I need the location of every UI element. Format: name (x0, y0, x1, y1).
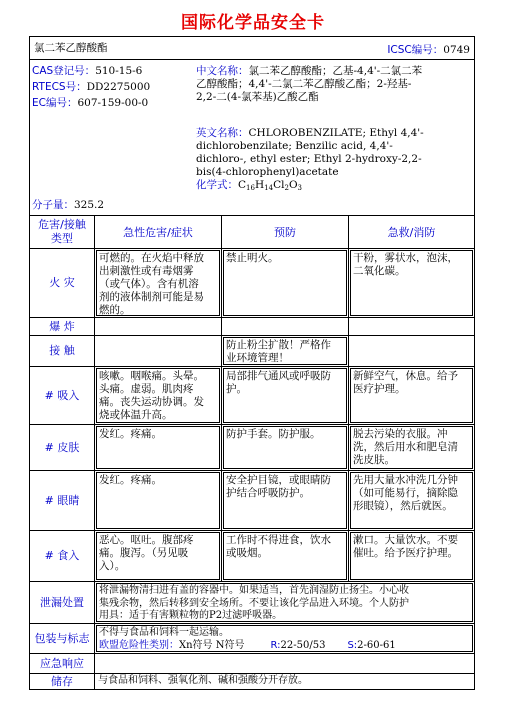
eyes-row (30, 471, 474, 531)
s-label: S: (347, 639, 358, 651)
eu-classification (99, 640, 470, 653)
eyes-prevention-line1: 安全护目镜，或眼睛防 (226, 474, 331, 486)
fire-symptom-cell (94, 249, 221, 317)
inhalation-symptom-cell (94, 367, 221, 424)
fire-prevention-line1: 禁止明火。 (226, 252, 279, 264)
cas-value: 510-15-6 (95, 65, 143, 77)
skin-symptom-cell (94, 425, 221, 470)
inhalation-firstaid-cell (348, 367, 474, 424)
eyes-firstaid-line2: （如可能易行，摘除隐 (353, 487, 458, 499)
fire-prevention (223, 250, 347, 316)
explosion-firstaid-cell (348, 318, 474, 335)
skin-prevention-line1: 防护手套。防护服。 (226, 428, 321, 440)
fire-firstaid-line2: 二氧化碳。 (353, 265, 406, 277)
inhalation-prevention-cell (221, 367, 348, 424)
fire-firstaid-cell (348, 249, 474, 317)
spill-line1: 将泄漏物清扫进有盖的容器中。如果适当，首先润湿防止扬尘。小心收 (99, 585, 409, 596)
skin-firstaid-line2: 洗，然后用水和肥皂清 (353, 441, 458, 453)
skin-row (30, 425, 474, 471)
cn-name-label: 中文名称： (196, 65, 249, 77)
en-name-line3: dichloro-, ethyl ester; Ethyl 2-hydroxy-2,2- (196, 153, 422, 165)
ingestion-prevention-line2: 或吸烟。 (226, 547, 268, 559)
contact-prevention-line2: 业环境管理！ (226, 352, 289, 364)
contact-firstaid-cell (348, 336, 474, 366)
inhalation-symptom (96, 368, 220, 423)
cn-names (196, 65, 422, 104)
skin-firstaid-line3: 洗皮肤。 (353, 454, 395, 466)
eyes-prevention-line2: 护结合呼吸防护。 (226, 487, 310, 499)
formula-h-count: 14 (264, 184, 274, 192)
ingestion-symptom-line1: 恶心。呕吐。腹部疼 (99, 534, 194, 546)
spill-label: 泄漏处置 (40, 595, 84, 609)
rtecs-line (32, 81, 150, 94)
ec-line (32, 97, 148, 110)
inhalation-firstaid (350, 368, 473, 423)
ingestion-symptom-line2: 痛。腹泻。（另见吸 (99, 547, 189, 559)
ingestion-symptom-cell (94, 531, 221, 581)
eyes-prevention (223, 472, 347, 529)
formula-o: O (288, 179, 298, 191)
eyes-prevention-cell (221, 471, 348, 530)
rtecs-label: RTECS号： (32, 81, 87, 93)
en-name-label: 英文名称： (196, 127, 249, 139)
explosion-type: 爆 炸 (49, 319, 75, 333)
contact-prevention (223, 337, 347, 365)
cas-label: CAS登记号： (32, 65, 96, 77)
eyes-firstaid (350, 472, 473, 529)
ingestion-firstaid-cell (348, 531, 474, 581)
skin-symptom-line1: 发红。疼痛。 (99, 428, 162, 440)
header-prevention: 预防 (221, 216, 348, 248)
fire-symptom-line5: 燃的。 (99, 304, 131, 316)
en-name-line2: dichlorobenzilate; Benzilic acid, 4,4'- (196, 140, 393, 152)
packaging-row (30, 624, 474, 654)
storage-row (30, 674, 474, 689)
skin-symptom (96, 426, 220, 469)
formula-h: H (254, 179, 265, 191)
names-cell (194, 60, 474, 215)
fire-firstaid-line1: 干粉，雾状水，泡沫， (353, 252, 458, 264)
ec-value: 607-159-00-0 (77, 97, 149, 109)
ingestion-symptom (96, 532, 220, 580)
eyes-firstaid-line3: 形眼镜），然后就医。 (353, 500, 453, 512)
icsc-number (387, 42, 470, 57)
skin-prevention (223, 426, 347, 469)
icsc-value: 0749 (443, 44, 470, 56)
inhalation-row (30, 367, 474, 425)
inhalation-symptom-line3: 痛。丧失运动协调。发 (99, 396, 204, 408)
packaging-line1: 不得与食品和饲料一起运输。 (99, 627, 229, 638)
formula-label: 化学式： (196, 179, 238, 191)
chemical-name: 氯二苯乙醇酸酯 (34, 42, 108, 54)
spill-line3: 用具：适于有害颗粒物的P2过滤呼吸器。 (99, 610, 283, 621)
en-name-line1: CHLOROBENZILATE; Ethyl 4,4'- (248, 127, 424, 139)
ingestion-symptom-line3: 入）。 (99, 560, 126, 572)
contact-row (30, 336, 474, 367)
explosion-prevention-cell (221, 318, 348, 335)
fire-symptom-line4: 剂的液体制剂可能是易 (99, 291, 204, 303)
spill-line2: 集残余物，然后转移到安全场所。不要让该化学品进入环境。个人防护 (99, 597, 409, 609)
en-names (196, 127, 424, 195)
packaging-label: 包装与标志 (34, 631, 90, 645)
fire-symptom (96, 250, 220, 316)
inhalation-prevention-line1: 局部排气通风或呼吸防 (226, 370, 331, 382)
inhalation-type: # 吸入 (44, 388, 80, 402)
fire-firstaid (350, 250, 473, 316)
spill-text-cell (94, 582, 474, 623)
eyes-firstaid-line1: 先用大量水冲洗几分钟 (353, 474, 458, 486)
fire-symptom-line1: 可燃的。在火焰中释放 (99, 252, 204, 264)
icsc-label: ICSC编号： (387, 44, 444, 56)
r-value: 22-50/53 (280, 639, 326, 651)
eu-label: 欧盟危险性类别： (99, 639, 179, 651)
table-header-row (30, 216, 474, 249)
cn-name-line1: 氯二苯乙醇酸酯；乙基-4,4'-二氯二苯 (248, 65, 423, 77)
eyes-symptom-line1: 发红。疼痛。 (99, 474, 162, 486)
explosion-row (30, 318, 474, 336)
formula-c: C (238, 179, 247, 191)
packaging-text-cell (94, 624, 474, 653)
contact-prevention-line1: 防止粉尘扩散！严格作 (226, 339, 331, 351)
name-row (30, 37, 474, 60)
formula-cl: Cl (273, 179, 285, 191)
fire-type: 火 灾 (49, 276, 75, 289)
cas-line (32, 65, 142, 78)
eyes-type: # 眼睛 (44, 493, 80, 507)
ingestion-firstaid-line2: 催吐。给予医疗护理。 (353, 547, 458, 559)
fire-symptom-line2: 出刺激性或有毒烟雾 (99, 265, 194, 277)
header-symptoms: 急性危害/症状 (94, 216, 221, 248)
inhalation-firstaid-line1: 新鲜空气，休息。给予 (353, 370, 458, 382)
card-title: 国际化学品安全卡 (181, 13, 325, 33)
inhalation-symptom-line1: 咳嗽。咽喉痛。头晕。 (99, 370, 204, 382)
mw-line (32, 199, 104, 212)
formula-cl-count: 2 (284, 184, 289, 192)
inhalation-prevention-line2: 护。 (226, 383, 247, 395)
contact-type: 接 触 (49, 344, 75, 357)
ingestion-type: # 食入 (44, 549, 80, 562)
packaging-text (96, 625, 473, 652)
fire-symptom-line3: （或气体）。含有机溶 (99, 278, 199, 290)
en-name-line4: bis(4-chlorophenyl)acetate (196, 166, 339, 178)
inhalation-firstaid-line2: 医疗护理。 (353, 383, 406, 395)
eu-value: Xn符号 N符号 (179, 639, 245, 651)
ingestion-prevention (223, 532, 347, 580)
storage-label: 储存 (51, 674, 73, 688)
ingestion-prevention-line1: 工作时不得进食，饮水 (226, 534, 331, 546)
skin-firstaid-line1: 脱去污染的衣服。冲 (353, 428, 448, 440)
fire-prevention-cell (221, 249, 348, 317)
cn-name-line2: 乙醇酸酯；4,4'-二氯二苯乙醇酸乙酯；2-羟基- (196, 78, 412, 90)
identifiers-cell (30, 60, 194, 215)
header-firstaid: 急救/消防 (348, 216, 474, 248)
emergency-label: 应急响应 (40, 656, 84, 670)
skin-prevention-cell (221, 425, 348, 470)
eyes-symptom (96, 472, 220, 529)
ingestion-firstaid (350, 532, 473, 580)
header-type-line1: 危害/接触 (38, 218, 86, 231)
formula-o-count: 3 (297, 184, 303, 192)
r-label: R: (270, 639, 281, 651)
explosion-symptom-cell (94, 318, 221, 335)
storage-text: 与食品和饲料、强氧化剂、碱和强酸分开存放。 (94, 674, 474, 689)
mw-value: 325.2 (74, 199, 105, 211)
formula-line (196, 179, 424, 195)
s-value: 2-60-61 (357, 639, 396, 651)
inhalation-symptom-line4: 烧或体温升高。 (99, 409, 173, 421)
skin-type: # 皮肤 (44, 440, 80, 454)
spill-text (96, 583, 473, 622)
safety-card (29, 36, 475, 690)
skin-firstaid-cell (348, 425, 474, 470)
ingestion-firstaid-line1: 漱口。大量饮水。不要 (353, 534, 458, 546)
fire-row (30, 249, 474, 318)
skin-firstaid (350, 426, 473, 469)
spill-row (30, 582, 474, 624)
cn-name-line3: 2,2-二(4-氯苯基)乙酸乙酯 (196, 91, 319, 103)
header-type (30, 216, 94, 248)
rtecs-value: DD2275000 (86, 81, 151, 93)
inhalation-prevention (223, 368, 347, 423)
emergency-row (30, 654, 474, 674)
inhalation-symptom-line2: 头痛。虚弱。肌肉疼 (99, 383, 194, 395)
header-type-line2: 类型 (51, 232, 73, 245)
emergency-text-cell (94, 654, 474, 673)
identity-row (30, 60, 474, 216)
ec-label: EC编号： (32, 97, 78, 109)
eyes-firstaid-cell (348, 471, 474, 530)
contact-symptom-cell (94, 336, 221, 366)
eyes-symptom-cell (94, 471, 221, 530)
ingestion-row (30, 531, 474, 582)
ingestion-prevention-cell (221, 531, 348, 581)
contact-prevention-cell (221, 336, 348, 366)
formula-c-count: 16 (246, 184, 255, 192)
mw-label: 分子量： (32, 199, 74, 211)
